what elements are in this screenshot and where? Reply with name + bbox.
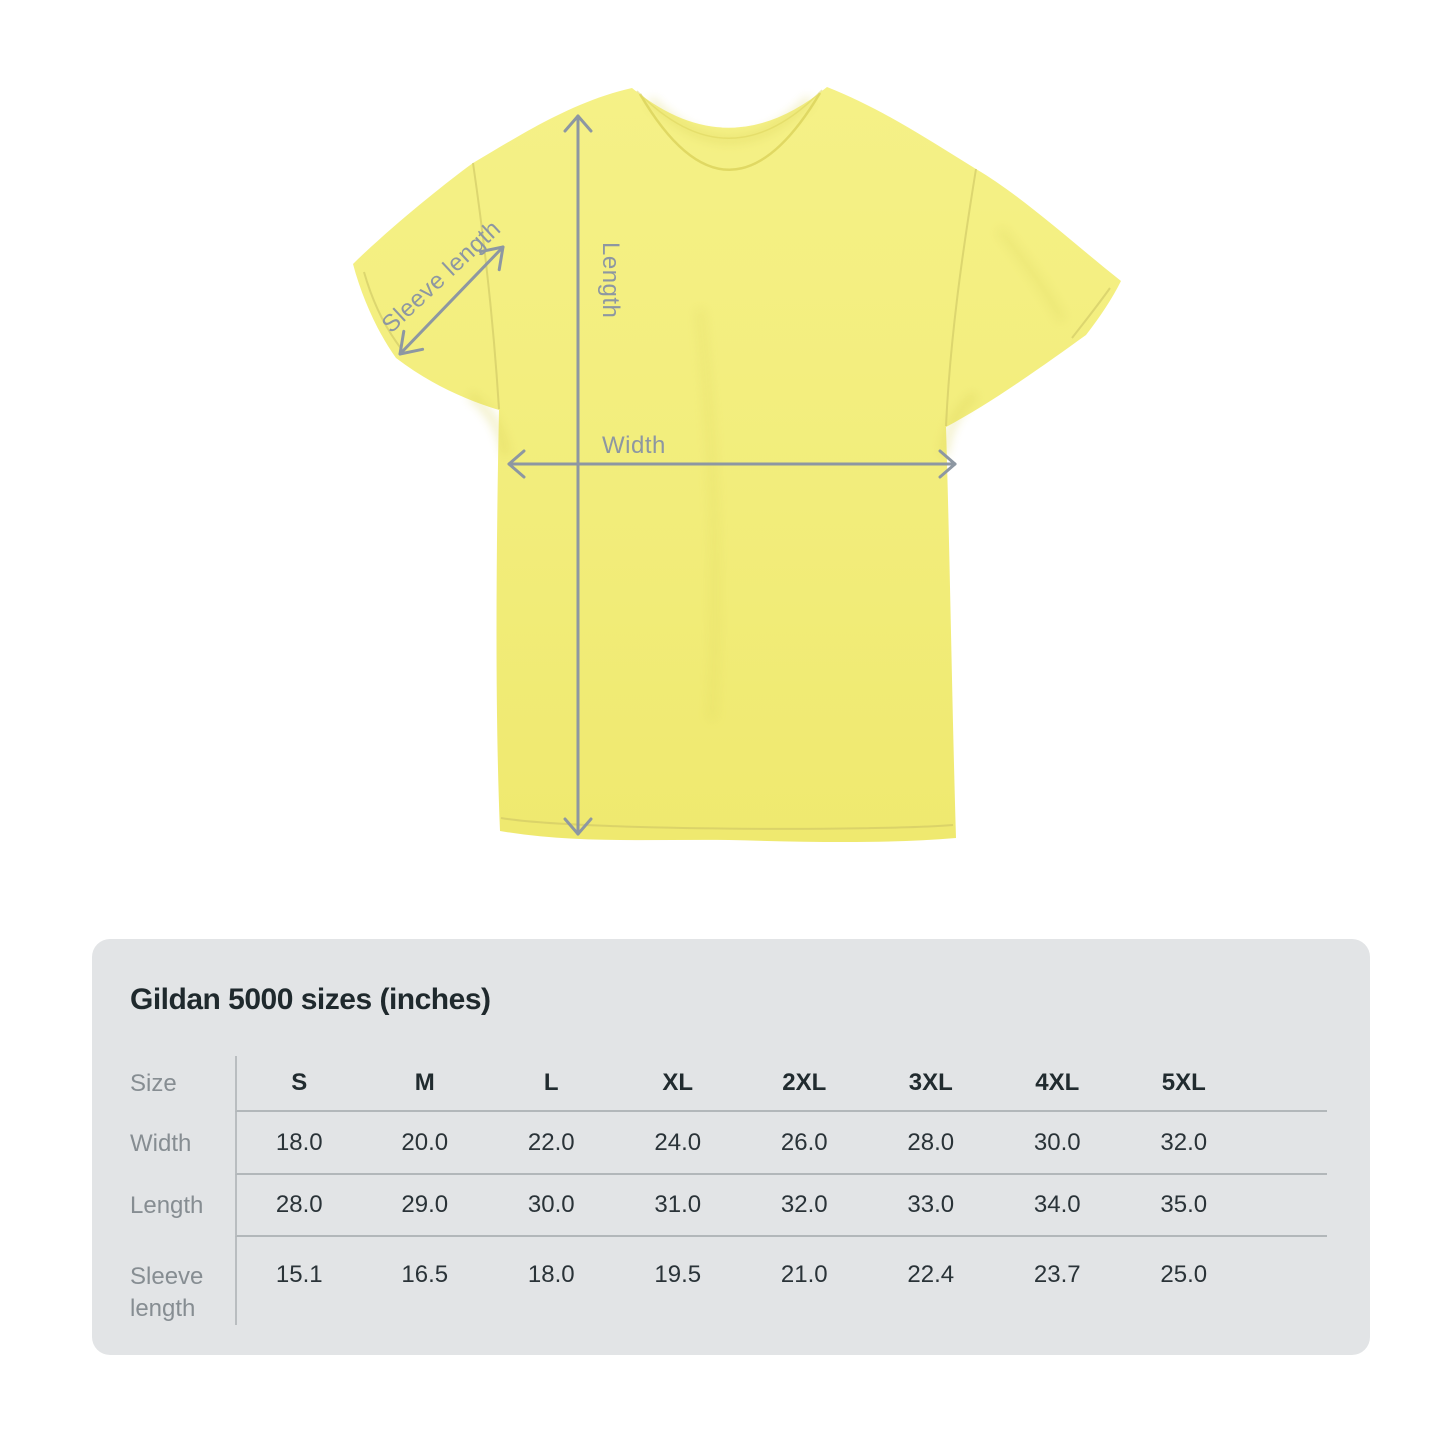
cell: 20.0 <box>362 1112 489 1175</box>
cell: 21.0 <box>780 1261 828 1288</box>
cell: 23.7 <box>1033 1261 1081 1288</box>
cell: 32.0 <box>741 1175 868 1237</box>
corner-label: Size <box>130 1070 177 1098</box>
size-table <box>130 1056 1327 1322</box>
col-header-2xl: 2XL <box>741 1056 868 1112</box>
cell: 15.1 <box>235 1237 362 1325</box>
cell: 28.0 <box>868 1112 995 1175</box>
row-filler <box>1247 1112 1327 1175</box>
row-label-width: Width <box>130 1129 192 1157</box>
size-table-panel <box>92 939 1370 1355</box>
cell: 25.0 <box>1160 1261 1208 1288</box>
col-header-m: M <box>362 1056 489 1112</box>
col-header-s: S <box>235 1056 362 1112</box>
table-row-sleeve-length <box>130 1237 1327 1322</box>
row-filler <box>1247 1237 1327 1325</box>
row-label-length: Length <box>130 1192 204 1220</box>
cell: 24.0 <box>615 1112 742 1175</box>
cell: 34.0 <box>994 1175 1121 1237</box>
col-header-5xl: 5XL <box>1121 1056 1248 1112</box>
cell: 22.0 <box>488 1112 615 1175</box>
sleeve-length-label: Sleeve length <box>376 215 507 339</box>
cell: 26.0 <box>741 1112 868 1175</box>
cell: 32.0 <box>1121 1112 1248 1175</box>
table-header-row <box>130 1056 1327 1112</box>
cell: 35.0 <box>1121 1175 1248 1237</box>
col-header-l: L <box>488 1056 615 1112</box>
panel-title: Gildan 5000 sizes (inches) <box>130 983 491 1016</box>
cell: 30.0 <box>994 1112 1121 1175</box>
col-header-3xl: 3XL <box>868 1056 995 1112</box>
cell: 33.0 <box>868 1175 995 1237</box>
table-row-width <box>130 1112 1327 1175</box>
cell: 16.5 <box>401 1261 449 1288</box>
cell: 30.0 <box>488 1175 615 1237</box>
row-filler <box>1247 1175 1327 1237</box>
col-header-xl: XL <box>615 1056 742 1112</box>
row-label-sleeve-length: Sleeve length <box>130 1263 204 1322</box>
table-row-length <box>130 1175 1327 1237</box>
cell: 28.0 <box>235 1175 362 1237</box>
cell: 22.4 <box>907 1261 955 1288</box>
cell: 29.0 <box>362 1175 489 1237</box>
cell: 19.5 <box>654 1261 702 1288</box>
length-label: Length <box>597 242 624 319</box>
width-label: Width <box>602 432 666 459</box>
cell: 31.0 <box>615 1175 742 1237</box>
col-header-4xl: 4XL <box>994 1056 1121 1112</box>
cell: 18.0 <box>527 1261 575 1288</box>
header-filler <box>1247 1056 1327 1112</box>
cell: 18.0 <box>235 1112 362 1175</box>
